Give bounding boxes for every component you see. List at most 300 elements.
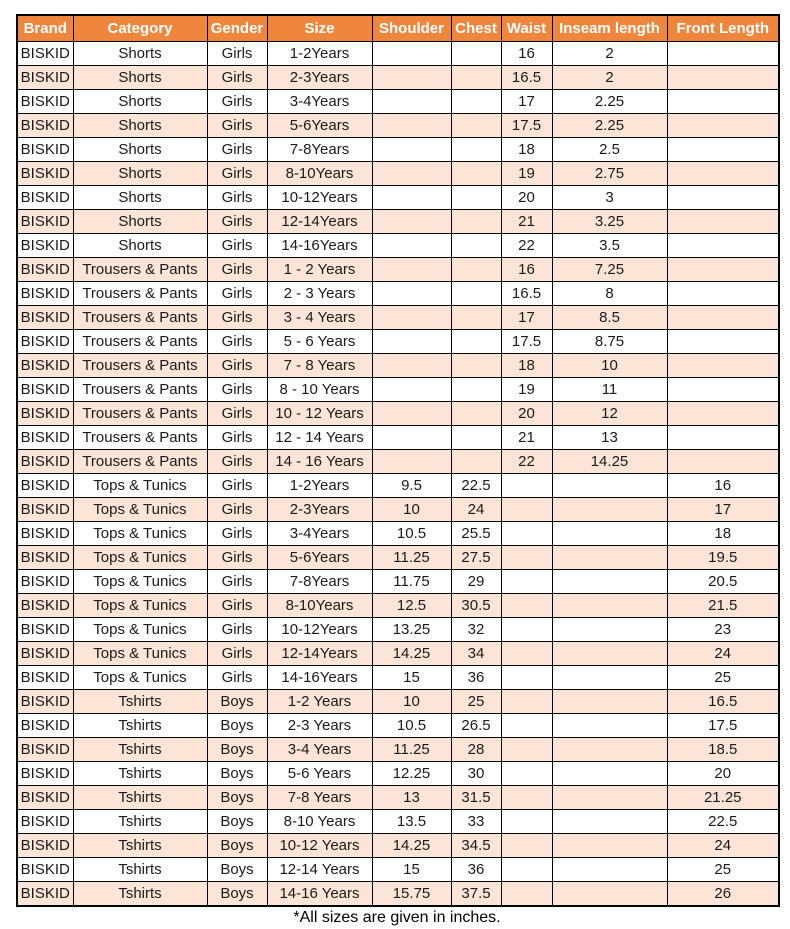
cell: Shorts — [73, 210, 207, 234]
cell — [451, 210, 501, 234]
cell: 20 — [667, 762, 779, 786]
cell: BISKID — [17, 762, 73, 786]
cell: BISKID — [17, 258, 73, 282]
cell: 5-6Years — [267, 114, 372, 138]
table-row — [17, 498, 779, 522]
cell — [451, 114, 501, 138]
cell: 17 — [667, 498, 779, 522]
cell: 13 — [372, 786, 451, 810]
cell: Shorts — [73, 66, 207, 90]
cell: 33 — [451, 810, 501, 834]
cell: 5 - 6 Years — [267, 330, 372, 354]
cell: Tshirts — [73, 714, 207, 738]
cell: Girls — [207, 282, 267, 306]
table-row — [17, 42, 779, 66]
cell — [372, 282, 451, 306]
table-row — [17, 114, 779, 138]
table-row — [17, 882, 779, 907]
table-row — [17, 162, 779, 186]
column-header: Waist — [501, 15, 552, 42]
cell: 17 — [501, 90, 552, 114]
cell — [501, 810, 552, 834]
table-row — [17, 474, 779, 498]
cell: Shorts — [73, 162, 207, 186]
cell: 19 — [501, 162, 552, 186]
cell — [667, 378, 779, 402]
cell — [501, 498, 552, 522]
cell: 10 — [552, 354, 667, 378]
table-row — [17, 426, 779, 450]
cell: 16.5 — [501, 66, 552, 90]
cell: 15 — [372, 858, 451, 882]
cell: BISKID — [17, 786, 73, 810]
cell — [451, 402, 501, 426]
cell — [451, 330, 501, 354]
cell: 2.5 — [552, 138, 667, 162]
cell: 2 — [552, 42, 667, 66]
cell — [501, 858, 552, 882]
table-row — [17, 138, 779, 162]
cell — [372, 258, 451, 282]
cell: 12-14 Years — [267, 858, 372, 882]
cell: Trousers & Pants — [73, 426, 207, 450]
cell: Girls — [207, 162, 267, 186]
cell: 17.5 — [667, 714, 779, 738]
cell: 2.75 — [552, 162, 667, 186]
cell: 12-14Years — [267, 642, 372, 666]
cell: 14.25 — [372, 834, 451, 858]
cell: 24 — [667, 834, 779, 858]
cell: BISKID — [17, 882, 73, 907]
table-row — [17, 306, 779, 330]
table-row — [17, 234, 779, 258]
cell: BISKID — [17, 810, 73, 834]
cell: BISKID — [17, 234, 73, 258]
table-row — [17, 402, 779, 426]
cell: 8.75 — [552, 330, 667, 354]
cell — [501, 690, 552, 714]
cell: Tshirts — [73, 858, 207, 882]
cell: 7-8 Years — [267, 786, 372, 810]
cell — [552, 714, 667, 738]
table-row — [17, 618, 779, 642]
cell: 14-16Years — [267, 234, 372, 258]
cell: Girls — [207, 570, 267, 594]
cell: Girls — [207, 138, 267, 162]
cell: 3-4Years — [267, 522, 372, 546]
cell: BISKID — [17, 666, 73, 690]
cell — [372, 402, 451, 426]
cell: BISKID — [17, 570, 73, 594]
cell — [501, 474, 552, 498]
cell — [501, 570, 552, 594]
cell — [451, 66, 501, 90]
cell: 18 — [501, 138, 552, 162]
cell: 1-2Years — [267, 474, 372, 498]
cell: Girls — [207, 90, 267, 114]
cell: Boys — [207, 834, 267, 858]
cell — [501, 546, 552, 570]
cell: Trousers & Pants — [73, 402, 207, 426]
cell: 22.5 — [667, 810, 779, 834]
table-body — [17, 42, 779, 907]
table-row — [17, 66, 779, 90]
cell: 24 — [667, 642, 779, 666]
cell — [552, 762, 667, 786]
cell: Boys — [207, 882, 267, 907]
cell: Tshirts — [73, 834, 207, 858]
cell — [501, 834, 552, 858]
cell: 8 - 10 Years — [267, 378, 372, 402]
cell — [552, 522, 667, 546]
cell — [667, 450, 779, 474]
cell: BISKID — [17, 594, 73, 618]
cell: 29 — [451, 570, 501, 594]
table-row — [17, 186, 779, 210]
cell: 17.5 — [501, 114, 552, 138]
cell: 10.5 — [372, 714, 451, 738]
cell: 5-6Years — [267, 546, 372, 570]
cell — [552, 882, 667, 907]
cell — [552, 858, 667, 882]
cell: Girls — [207, 354, 267, 378]
cell: 17 — [501, 306, 552, 330]
cell: Trousers & Pants — [73, 378, 207, 402]
size-chart — [16, 14, 778, 927]
cell — [667, 426, 779, 450]
table-row — [17, 378, 779, 402]
cell — [372, 66, 451, 90]
cell: 26.5 — [451, 714, 501, 738]
cell — [501, 642, 552, 666]
cell: BISKID — [17, 66, 73, 90]
cell: Trousers & Pants — [73, 258, 207, 282]
table-row — [17, 834, 779, 858]
cell: 13.5 — [372, 810, 451, 834]
table-row — [17, 858, 779, 882]
cell: BISKID — [17, 330, 73, 354]
cell: 37.5 — [451, 882, 501, 907]
cell: Girls — [207, 426, 267, 450]
cell — [667, 114, 779, 138]
column-header: Inseam length — [552, 15, 667, 42]
cell — [451, 426, 501, 450]
cell: Shorts — [73, 42, 207, 66]
cell: 11.25 — [372, 546, 451, 570]
cell: Girls — [207, 114, 267, 138]
cell: 17.5 — [501, 330, 552, 354]
cell: 15 — [372, 666, 451, 690]
cell: 25.5 — [451, 522, 501, 546]
table-row — [17, 642, 779, 666]
cell — [451, 138, 501, 162]
cell: BISKID — [17, 450, 73, 474]
cell: Girls — [207, 474, 267, 498]
cell — [552, 546, 667, 570]
cell — [552, 786, 667, 810]
cell: 9.5 — [372, 474, 451, 498]
cell: BISKID — [17, 690, 73, 714]
table-row — [17, 210, 779, 234]
cell — [451, 234, 501, 258]
cell: Girls — [207, 618, 267, 642]
cell: 12.25 — [372, 762, 451, 786]
cell: BISKID — [17, 282, 73, 306]
cell: 21.5 — [667, 594, 779, 618]
cell — [501, 666, 552, 690]
cell: 28 — [451, 738, 501, 762]
cell: Tshirts — [73, 786, 207, 810]
cell: BISKID — [17, 210, 73, 234]
cell: Trousers & Pants — [73, 282, 207, 306]
cell — [372, 162, 451, 186]
cell: BISKID — [17, 114, 73, 138]
cell — [372, 378, 451, 402]
cell — [552, 498, 667, 522]
cell: BISKID — [17, 546, 73, 570]
cell — [667, 402, 779, 426]
cell: 7-8Years — [267, 570, 372, 594]
cell: BISKID — [17, 498, 73, 522]
cell — [667, 330, 779, 354]
cell: 14-16Years — [267, 666, 372, 690]
cell: Tops & Tunics — [73, 498, 207, 522]
cell: 25 — [667, 858, 779, 882]
cell — [667, 66, 779, 90]
cell — [501, 882, 552, 907]
cell: Girls — [207, 450, 267, 474]
table-row — [17, 258, 779, 282]
cell — [372, 234, 451, 258]
cell: 23 — [667, 618, 779, 642]
cell: Trousers & Pants — [73, 450, 207, 474]
cell: 19 — [501, 378, 552, 402]
column-header: Front Length — [667, 15, 779, 42]
cell: 20 — [501, 186, 552, 210]
cell: Girls — [207, 258, 267, 282]
cell: BISKID — [17, 354, 73, 378]
cell — [451, 306, 501, 330]
cell: 16.5 — [501, 282, 552, 306]
cell: 30.5 — [451, 594, 501, 618]
cell: Tops & Tunics — [73, 666, 207, 690]
cell: 10 — [372, 690, 451, 714]
cell: BISKID — [17, 42, 73, 66]
cell: 8-10 Years — [267, 810, 372, 834]
cell: 12 — [552, 402, 667, 426]
cell: 13.25 — [372, 618, 451, 642]
cell: 8-10Years — [267, 594, 372, 618]
cell: 2-3Years — [267, 66, 372, 90]
cell: Boys — [207, 858, 267, 882]
cell — [372, 306, 451, 330]
cell — [667, 234, 779, 258]
cell: Girls — [207, 546, 267, 570]
cell: 27.5 — [451, 546, 501, 570]
cell: 20.5 — [667, 570, 779, 594]
cell: 2.25 — [552, 114, 667, 138]
cell: 8 — [552, 282, 667, 306]
cell: BISKID — [17, 642, 73, 666]
cell: 3.25 — [552, 210, 667, 234]
cell: 22 — [501, 234, 552, 258]
cell: BISKID — [17, 186, 73, 210]
cell — [372, 42, 451, 66]
cell: BISKID — [17, 138, 73, 162]
cell — [451, 282, 501, 306]
cell: 7.25 — [552, 258, 667, 282]
cell: 12.5 — [372, 594, 451, 618]
cell: BISKID — [17, 306, 73, 330]
cell — [501, 522, 552, 546]
column-header: Category — [73, 15, 207, 42]
cell: Tops & Tunics — [73, 618, 207, 642]
cell: 16 — [667, 474, 779, 498]
cell — [372, 450, 451, 474]
cell: BISKID — [17, 90, 73, 114]
cell — [552, 738, 667, 762]
table-row — [17, 330, 779, 354]
cell — [552, 666, 667, 690]
cell — [372, 114, 451, 138]
cell: Tops & Tunics — [73, 522, 207, 546]
cell: Girls — [207, 330, 267, 354]
cell: Girls — [207, 42, 267, 66]
cell: BISKID — [17, 474, 73, 498]
cell — [451, 186, 501, 210]
table-row — [17, 522, 779, 546]
cell: Shorts — [73, 186, 207, 210]
cell — [451, 450, 501, 474]
cell: Boys — [207, 738, 267, 762]
cell: Shorts — [73, 90, 207, 114]
cell: Trousers & Pants — [73, 330, 207, 354]
table-row — [17, 810, 779, 834]
cell: Boys — [207, 810, 267, 834]
cell: 13 — [552, 426, 667, 450]
cell: 2-3Years — [267, 498, 372, 522]
cell: Boys — [207, 786, 267, 810]
column-header: Brand — [17, 15, 73, 42]
cell — [667, 138, 779, 162]
cell: BISKID — [17, 426, 73, 450]
cell: 18.5 — [667, 738, 779, 762]
cell: Boys — [207, 714, 267, 738]
cell — [501, 714, 552, 738]
cell — [667, 282, 779, 306]
cell: 8.5 — [552, 306, 667, 330]
cell: 16 — [501, 42, 552, 66]
cell: 2.25 — [552, 90, 667, 114]
cell: BISKID — [17, 858, 73, 882]
cell: 3 - 4 Years — [267, 306, 372, 330]
cell: 2 - 3 Years — [267, 282, 372, 306]
cell: Shorts — [73, 114, 207, 138]
cell — [451, 258, 501, 282]
cell — [372, 138, 451, 162]
cell: 1-2 Years — [267, 690, 372, 714]
cell: Girls — [207, 522, 267, 546]
cell: 1 - 2 Years — [267, 258, 372, 282]
cell: Girls — [207, 234, 267, 258]
cell: 8-10Years — [267, 162, 372, 186]
cell — [451, 162, 501, 186]
cell — [451, 378, 501, 402]
table-row — [17, 354, 779, 378]
cell: 14-16 Years — [267, 882, 372, 907]
cell: 11.75 — [372, 570, 451, 594]
cell: 10-12Years — [267, 618, 372, 642]
cell — [667, 306, 779, 330]
cell: 36 — [451, 666, 501, 690]
cell: BISKID — [17, 834, 73, 858]
cell: 26 — [667, 882, 779, 907]
cell: Girls — [207, 498, 267, 522]
table-row — [17, 786, 779, 810]
cell: 10 — [372, 498, 451, 522]
cell: BISKID — [17, 402, 73, 426]
cell: 36 — [451, 858, 501, 882]
cell — [667, 258, 779, 282]
cell: Girls — [207, 210, 267, 234]
cell: 11.25 — [372, 738, 451, 762]
cell: 18 — [501, 354, 552, 378]
cell: 11 — [552, 378, 667, 402]
cell: 14.25 — [372, 642, 451, 666]
cell: Girls — [207, 66, 267, 90]
cell: 7 - 8 Years — [267, 354, 372, 378]
cell: BISKID — [17, 738, 73, 762]
cell: 3.5 — [552, 234, 667, 258]
cell — [667, 90, 779, 114]
cell: BISKID — [17, 714, 73, 738]
table-row — [17, 90, 779, 114]
cell: 10-12 Years — [267, 834, 372, 858]
cell — [552, 474, 667, 498]
column-header: Shoulder — [372, 15, 451, 42]
cell — [667, 162, 779, 186]
cell — [501, 786, 552, 810]
cell: 18 — [667, 522, 779, 546]
cell: 16 — [501, 258, 552, 282]
cell: 20 — [501, 402, 552, 426]
cell: Tshirts — [73, 810, 207, 834]
table-row — [17, 546, 779, 570]
cell: 22.5 — [451, 474, 501, 498]
cell: 16.5 — [667, 690, 779, 714]
cell: Tops & Tunics — [73, 570, 207, 594]
cell: 15.75 — [372, 882, 451, 907]
cell — [667, 186, 779, 210]
cell: Girls — [207, 378, 267, 402]
cell: Girls — [207, 594, 267, 618]
table-row — [17, 738, 779, 762]
cell: Trousers & Pants — [73, 354, 207, 378]
cell — [372, 90, 451, 114]
cell — [667, 210, 779, 234]
table-row — [17, 762, 779, 786]
cell — [451, 90, 501, 114]
cell: Shorts — [73, 234, 207, 258]
cell: Shorts — [73, 138, 207, 162]
cell: Girls — [207, 666, 267, 690]
cell: 21.25 — [667, 786, 779, 810]
cell — [372, 330, 451, 354]
cell — [552, 594, 667, 618]
footnote: *All sizes are given in inches. — [293, 909, 501, 926]
cell: 2 — [552, 66, 667, 90]
cell — [552, 642, 667, 666]
